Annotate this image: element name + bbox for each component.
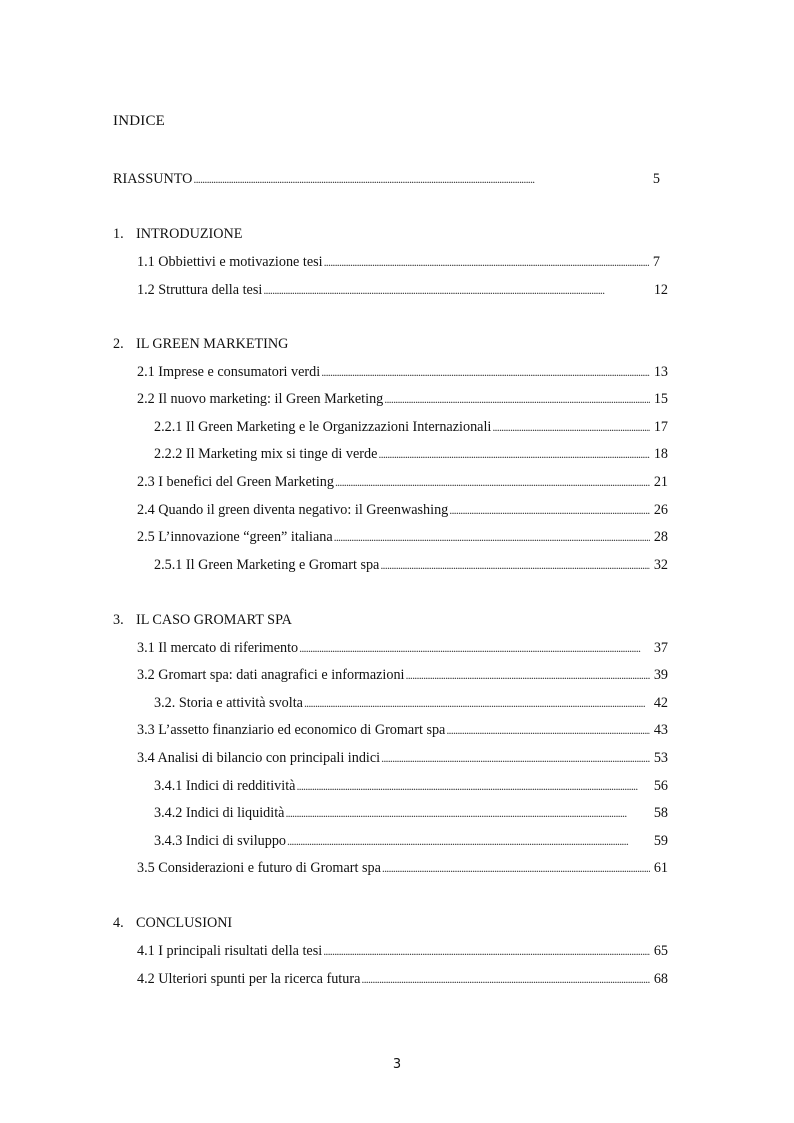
dot-leader	[324, 252, 649, 272]
dot-leader	[384, 389, 650, 409]
toc-entry-page: 12	[653, 282, 668, 298]
dot-leader	[382, 858, 650, 878]
toc-entry-page: 26	[653, 502, 668, 518]
dot-leader	[335, 472, 650, 492]
toc-entry[interactable]	[154, 693, 668, 713]
toc-entry-page: 28	[653, 529, 668, 545]
chapter-heading-1[interactable]	[113, 224, 242, 244]
toc-entry-text: 2.5 L’innovazione “green” italiana	[137, 529, 333, 545]
chapter-number: 4.	[113, 915, 124, 931]
toc-entry-page: 65	[653, 943, 668, 959]
dot-leader	[449, 500, 650, 520]
toc-entry-page: 39	[653, 667, 668, 683]
dot-leader	[285, 803, 649, 823]
toc-entry-page: 68	[653, 971, 668, 987]
toc-entry[interactable]	[137, 389, 668, 409]
dot-leader	[299, 638, 650, 658]
toc-entry-text: RIASSUNTO	[113, 171, 193, 187]
toc-entry-text: 3.2. Storia e attività svolta	[154, 695, 303, 711]
dot-leader	[296, 776, 649, 796]
toc-entry-page: 42	[653, 695, 668, 711]
toc-entry[interactable]	[154, 776, 668, 796]
toc-entry[interactable]	[137, 858, 668, 878]
toc-entry-text: 2.1 Imprese e consumatori verdi	[137, 364, 321, 380]
toc-entry[interactable]	[137, 472, 668, 492]
toc-entry-page: 15	[653, 391, 668, 407]
toc-entry[interactable]	[137, 665, 668, 685]
toc-entry-page: 21	[653, 474, 668, 490]
dot-leader	[378, 444, 649, 464]
toc-entry-text: 2.3 I benefici del Green Marketing	[137, 474, 334, 490]
dot-leader	[334, 527, 650, 547]
dot-leader	[361, 969, 649, 989]
toc-entry[interactable]	[154, 831, 668, 851]
chapter-title: IL CASO GROMART SPA	[136, 612, 292, 628]
toc-entry[interactable]	[137, 969, 668, 989]
chapter-heading-4[interactable]	[113, 913, 232, 933]
toc-entry[interactable]	[137, 941, 668, 961]
toc-heading: INDICE	[113, 113, 166, 129]
toc-entry-text: 3.4.3 Indici di sviluppo	[154, 833, 287, 849]
toc-entry[interactable]	[154, 444, 668, 464]
toc-entry[interactable]	[137, 500, 668, 520]
toc-entry[interactable]	[154, 417, 668, 437]
chapter-number: 2.	[113, 336, 124, 352]
toc-entry[interactable]	[137, 720, 668, 740]
toc-entry[interactable]	[154, 555, 668, 575]
dot-leader	[304, 693, 650, 713]
toc-entry-text: 1.1 Obbiettivi e motivazione tesi	[137, 254, 323, 270]
toc-entry-text: 2.2 Il nuovo marketing: il Green Marketing	[137, 391, 384, 407]
toc-entry-text: 3.1 Il mercato di riferimento	[137, 640, 299, 656]
chapter-number: 1.	[113, 226, 124, 242]
chapter-title: INTRODUZIONE	[136, 226, 243, 242]
chapter-title: CONCLUSIONI	[136, 915, 233, 931]
toc-entry-text: 1.2 Struttura della tesi	[137, 282, 263, 298]
dot-leader	[406, 665, 650, 685]
chapter-heading-2[interactable]	[113, 334, 288, 354]
dot-leader	[263, 280, 650, 300]
toc-entry-page: 5	[652, 171, 660, 187]
toc-entry-page: 37	[653, 640, 668, 656]
toc-entry-text: 2.2.1 Il Green Marketing e le Organizzazioni Internazionali	[154, 419, 492, 435]
dot-leader	[287, 831, 650, 851]
chapter-title: IL GREEN MARKETING	[136, 336, 289, 352]
toc-entry-page: 13	[653, 364, 668, 380]
toc-entry[interactable]	[137, 252, 660, 272]
chapter-heading-3[interactable]	[113, 610, 292, 630]
toc-entry-page: 43	[653, 722, 668, 738]
toc-entry-text: 4.1 I principali risultati della tesi	[137, 943, 323, 959]
toc-entry[interactable]	[137, 527, 668, 547]
toc-entry-page: 56	[653, 778, 668, 794]
toc-entry-text: 3.4.1 Indici di redditività	[154, 778, 296, 794]
dot-leader	[381, 748, 650, 768]
toc-entry-text: 2.5.1 Il Green Marketing e Gromart spa	[154, 557, 380, 573]
toc-entry-page: 59	[653, 833, 668, 849]
toc-entry-text: 3.4 Analisi di bilancio con principali indici	[137, 750, 381, 766]
toc-entry-text: 2.2.2 Il Marketing mix si tinge di verde	[154, 446, 378, 462]
toc-entry-summary[interactable]	[113, 169, 660, 189]
toc-entry-page: 53	[653, 750, 668, 766]
toc-entry-page: 58	[653, 805, 668, 821]
toc-entry-text: 3.5 Considerazioni e futuro di Gromart spa	[137, 860, 381, 876]
toc-entry-text: 2.4 Quando il green diventa negativo: il Greenwashing	[137, 502, 449, 518]
toc-entry-page: 18	[653, 446, 668, 462]
toc-entry-text: 3.4.2 Indici di liquidità	[154, 805, 285, 821]
toc-entry[interactable]	[137, 280, 668, 300]
toc-entry[interactable]	[137, 362, 668, 382]
toc-entry-page: 32	[653, 557, 668, 573]
dot-leader	[492, 417, 649, 437]
toc-entry-page: 17	[653, 419, 668, 435]
toc-entry[interactable]	[137, 748, 668, 768]
toc-entry-text: 3.2 Gromart spa: dati anagrafici e informazioni	[137, 667, 405, 683]
toc-entry-page: 61	[653, 860, 668, 876]
dot-leader	[446, 720, 649, 740]
toc-entry[interactable]	[137, 638, 668, 658]
toc-entry-page: 7	[652, 254, 660, 270]
chapter-number: 3.	[113, 612, 124, 628]
toc-entry[interactable]	[154, 803, 668, 823]
dot-leader	[380, 555, 649, 575]
page-number: 3	[392, 1057, 402, 1072]
toc-entry-text: 3.3 L’assetto finanziario ed economico di Gromart spa	[137, 722, 446, 738]
dot-leader	[193, 169, 649, 189]
toc-entry-text: 4.2 Ulteriori spunti per la ricerca futura	[137, 971, 361, 987]
dot-leader	[321, 362, 650, 382]
dot-leader	[323, 941, 650, 961]
